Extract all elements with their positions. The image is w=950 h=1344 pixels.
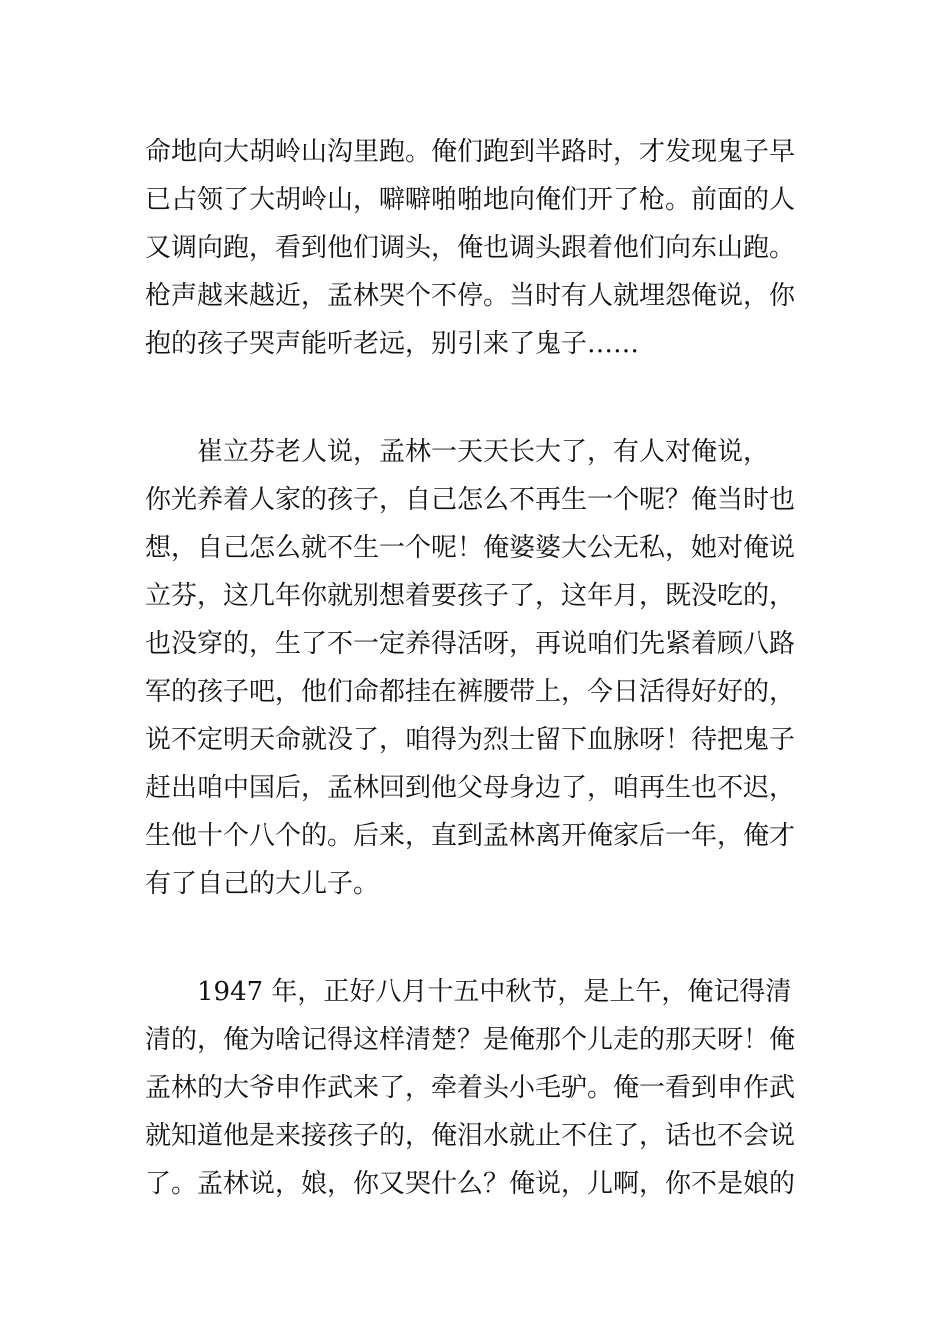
- paragraph-line: 军的孩子吧，他们命都挂在裤腰带上，今日活得好好的，: [145, 677, 796, 707]
- paragraph-line: 孟林的大爷申作武来了，牵着头小毛驴。俺一看到申作武: [145, 1073, 796, 1103]
- paragraph-line: 赶出咱中国后，孟林回到他父母身边了，咱再生也不迟，: [145, 773, 796, 803]
- paragraph-line: 想，自己怎么就不生一个呢！俺婆婆大公无私，她对俺说: [145, 533, 796, 563]
- paragraph-line: 了。孟林说，娘，你又哭什么？俺说，儿啊，你不是娘的: [145, 1169, 796, 1199]
- paragraph-line: 也没穿的，生了不一定养得活呀，再说咱们先紧着顾八路: [145, 629, 796, 659]
- paragraph-line: 又调向跑，看到他们调头，俺也调头跟着他们向东山跑。: [145, 233, 796, 263]
- paragraph-1: [145, 128, 813, 368]
- paragraph-line: 清的，俺为啥记得这样清楚？是俺那个儿走的那天呀！俺: [145, 1025, 796, 1055]
- paragraph-line: 有了自己的大儿子。: [145, 869, 380, 899]
- paragraph-line: 枪声越来越近，孟林哭个不停。当时有人就埋怨俺说，你: [145, 281, 796, 311]
- paragraph-2: [145, 428, 813, 908]
- paragraph-line: 说不定明天命就没了，咱得为烈士留下血脉呀！待把鬼子: [145, 725, 796, 755]
- paragraph-line: 命地向大胡岭山沟里跑。俺们跑到半路时，才发现鬼子早: [145, 137, 796, 167]
- paragraph-3: [145, 968, 813, 1208]
- paragraph-line: 抱的孩子哭声能听老远，别引来了鬼子……: [145, 329, 640, 359]
- paragraph-line: 立芬，这几年你就别想着要孩子了，这年月，既没吃的，: [145, 581, 796, 611]
- paragraph-line: 崔立芬老人说，孟林一天天长大了，有人对俺说，: [145, 437, 770, 467]
- paragraph-line: 你光养着人家的孩子，自己怎么不再生一个呢？俺当时也: [145, 485, 796, 515]
- paragraph-line: 就知道他是来接孩子的，俺泪水就止不住了，话也不会说: [145, 1121, 796, 1151]
- paragraph-line: 生他十个八个的。后来，直到孟林离开俺家后一年，俺才: [145, 821, 796, 851]
- paragraph-line: 1947 年，正好八月十五中秋节，是上午，俺记得清: [145, 977, 792, 1007]
- paragraph-line: 已占领了大胡岭山，噼噼啪啪地向俺们开了枪。前面的人: [145, 185, 796, 215]
